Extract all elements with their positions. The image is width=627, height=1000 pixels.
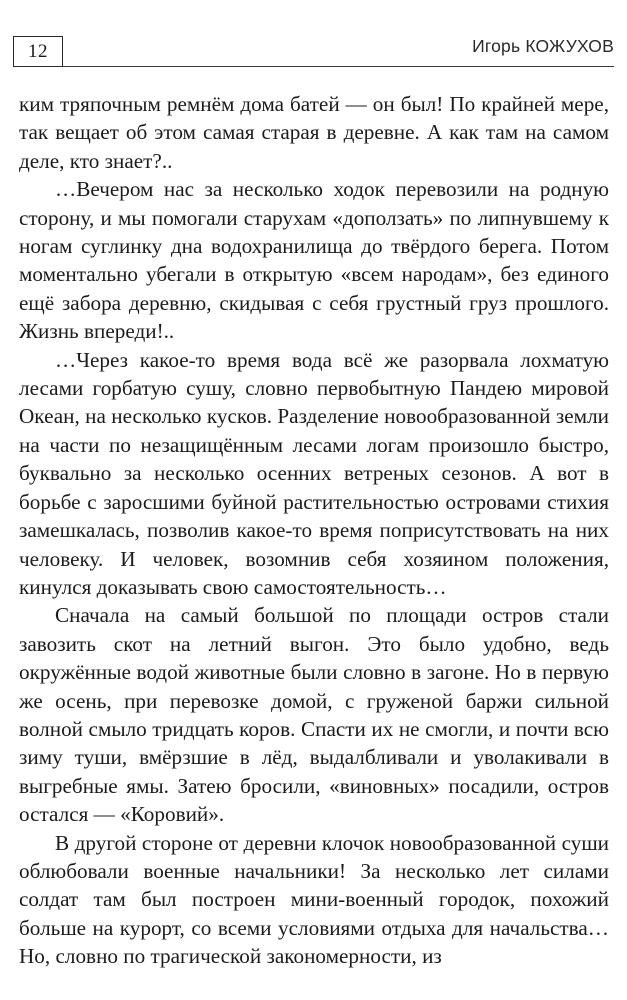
- page-number: 12: [28, 41, 48, 62]
- paragraph-3: …Через какое-то время вода всё же разорвала лохматую лесами горбатую сушу, словно первобытную Пандею мировой Океан, на несколько кусков. Разделение новообразованной земли на части по незащищённым лесами логам произошло быстро, буквально за несколько осенних ветреных сезонов. А вот в борьбе с заросшими буйной растительностью островами стихия замешкалась, позволив какое-то время поприсутствовать на них человеку. И человек, возомнив себя хозяином положения, кинулся доказывать свою самостоятельность…: [19, 347, 609, 599]
- page-number-box: [13, 36, 63, 67]
- paragraph-4: Сначала на самый большой по площади остров стали завозить скот на летний выгон. Это было удобно, ведь окружённые водой животные были словно в загоне. Но в первую же осень, при перевозке домой, с груженой баржи сильной волной смыло тридцать коров. Спасти их не смогли, и почти всю зиму туши, вмёрзшие в лёд, выдалбливали и уволакивали в выгребные ямы. Затею бросили, «виновных» посадили, остров остался — «Коровий».: [19, 603, 609, 827]
- body-text: [19, 90, 609, 971]
- running-head-author: Игорь КОЖУХОВ: [472, 36, 614, 56]
- paragraph-5: В другой стороне от деревни клочок новообразованной суши облюбовали военные начальники! За несколько лет силами солдат там был построен мини-военный городок, похожий больше на курорт, со всеми условиями отдыха для начальства… Но, словно по трагической закономерности, из: [19, 830, 609, 969]
- paragraph-1: ким тряпочным ремнём дома батей — он был! По крайней мере, так вещает об этом самая старая в деревне. А как там на самом деле, кто знает?..: [19, 92, 609, 173]
- header-rule: [13, 66, 614, 67]
- running-head: [13, 36, 614, 76]
- paragraph-2: …Вечером нас за несколько ходок перевозили на родную сторону, и мы помогали старухам «доползать» по липнувшему к ногам суглинку дна водохранилища до твёрдого берега. Потом моментально убегали в открытую «всем народам», без единого ещё забора деревню, скидывая с себя грустный груз прошлого. Жизнь впереди!..: [19, 177, 609, 344]
